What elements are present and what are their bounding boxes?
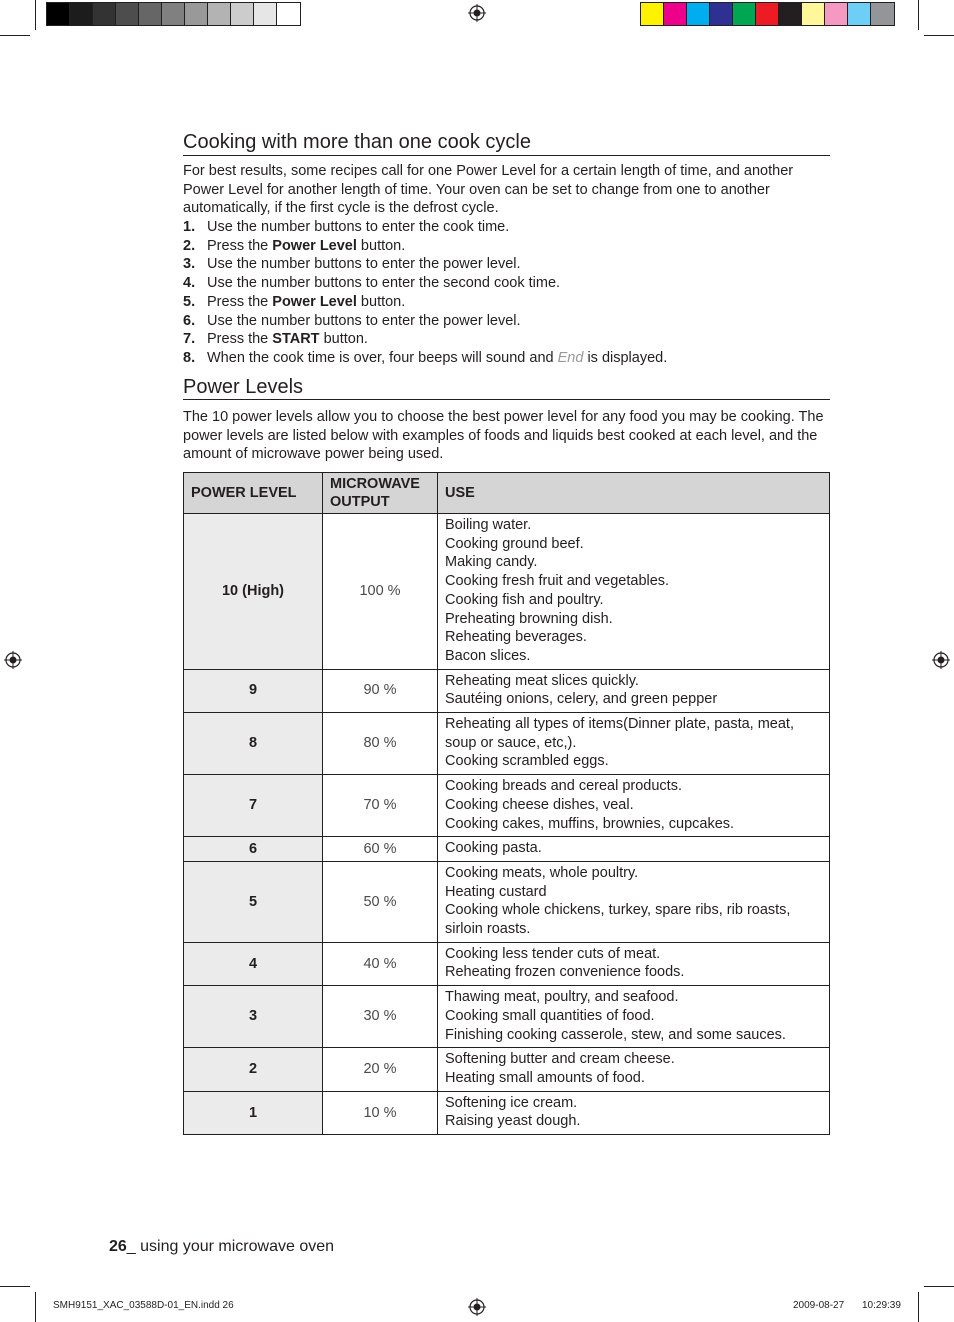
section-divider [183, 399, 830, 400]
crop-mark-tr-v [918, 0, 919, 30]
button-name: Power Level [272, 237, 357, 254]
microwave-output-cell: 60 % [323, 837, 438, 862]
step-item [183, 237, 828, 256]
microwave-output-cell: 50 % [323, 861, 438, 942]
use-line: Cooking scrambled eggs. [445, 753, 609, 770]
step-item [183, 255, 828, 274]
step-number: 1. [183, 219, 196, 235]
step-item [183, 312, 828, 331]
section-divider [183, 155, 830, 156]
use-line: Raising yeast dough. [445, 1113, 581, 1130]
microwave-output-cell: 100 % [323, 514, 438, 670]
use-cell [438, 861, 830, 942]
microwave-output-cell: 80 % [323, 713, 438, 775]
color-swatch [756, 3, 779, 25]
step-text: Use the number buttons to enter the cook time. [207, 219, 510, 235]
use-line: Heating small amounts of food. [445, 1069, 645, 1086]
table-row [184, 713, 830, 775]
color-swatch [277, 3, 300, 25]
power-level-cell: 8 [184, 713, 323, 775]
use-line: Cooking cheese dishes, veal. [445, 796, 634, 813]
color-swatch [733, 3, 756, 25]
step-number: 7. [183, 331, 196, 348]
page-footer-label: _ using your microwave oven [126, 1238, 335, 1255]
use-line: Cooking pasta. [445, 840, 542, 857]
registration-mark-icon [468, 4, 486, 22]
use-line: Softening ice cream. [445, 1094, 578, 1111]
step-number: 8. [183, 349, 196, 366]
use-line: Softening butter and cream cheese. [445, 1051, 675, 1068]
power-levels-table [183, 472, 830, 1135]
step-text: Press the Power Level button. [207, 237, 406, 254]
color-swatch [47, 3, 70, 25]
table-row [184, 942, 830, 985]
cmyk-color-bar [640, 2, 895, 26]
color-swatch [254, 3, 277, 25]
step-text: Use the number buttons to enter the power level. [207, 256, 521, 273]
color-swatch [641, 3, 664, 25]
grayscale-color-bar [46, 2, 301, 26]
column-header-use: USE [438, 473, 830, 514]
microwave-output-cell: 90 % [323, 669, 438, 712]
use-line: Making candy. [445, 554, 538, 571]
step-number: 6. [183, 312, 196, 329]
power-level-cell: 6 [184, 837, 323, 862]
use-line: Cooking cakes, muffins, brownies, cupcakes. [445, 815, 735, 832]
crop-mark-tl-h [0, 35, 30, 36]
use-cell [438, 669, 830, 712]
use-line: Reheating all types of items(Dinner plate, pasta, meat, soup or sauce, etc,). [445, 716, 794, 751]
button-name: START [272, 331, 320, 348]
use-cell [438, 775, 830, 837]
use-cell [438, 1048, 830, 1091]
step-item [183, 293, 828, 312]
step-text: Press the START button. [207, 331, 368, 348]
use-line: Bacon slices. [445, 647, 531, 664]
slug-time: 10:29:39 [862, 1300, 901, 1311]
color-swatch [162, 3, 185, 25]
microwave-output-cell: 70 % [323, 775, 438, 837]
use-cell [438, 942, 830, 985]
step-number: 4. [183, 275, 196, 292]
table-row [184, 861, 830, 942]
crop-mark-tr-h [924, 35, 954, 36]
power-level-cell: 4 [184, 942, 323, 985]
power-level-cell: 3 [184, 986, 323, 1048]
use-line: Sautéing onions, celery, and green pepper [445, 691, 718, 708]
slug-date: 2009-08-27 [793, 1300, 845, 1311]
power-levels-intro: The 10 power levels allow you to choose the best power level for any food you may be cooking. The power levels are listed below with examples of foods and liquids best cooked at each level, and the amount of microwave power being used. [183, 409, 824, 463]
color-swatch [664, 3, 687, 25]
color-swatch [139, 3, 162, 25]
use-line: Heating custard [445, 883, 547, 900]
color-swatch [231, 3, 254, 25]
power-level-cell: 2 [184, 1048, 323, 1091]
table-row [184, 669, 830, 712]
power-level-cell: 9 [184, 669, 323, 712]
microwave-output-cell: 30 % [323, 986, 438, 1048]
display-text: End [557, 349, 584, 366]
use-line: Cooking small quantities of food. [445, 1007, 655, 1024]
step-item [183, 274, 828, 293]
color-swatch [802, 3, 825, 25]
use-cell [438, 713, 830, 775]
power-level-cell: 5 [184, 861, 323, 942]
color-swatch [185, 3, 208, 25]
use-line: Cooking breads and cereal products. [445, 778, 682, 795]
use-line: Cooking fish and poultry. [445, 591, 604, 608]
step-number: 2. [183, 237, 196, 254]
crop-mark-bl-h [0, 1286, 30, 1287]
cook-cycle-steps [183, 218, 828, 368]
use-line: Cooking less tender cuts of meat. [445, 945, 661, 962]
step-item [183, 349, 828, 368]
column-header-power-level: POWER LEVEL [184, 473, 323, 514]
use-line: Cooking fresh fruit and vegetables. [445, 573, 670, 590]
use-line: Reheating beverages. [445, 629, 587, 646]
step-number: 3. [183, 256, 196, 273]
color-swatch [93, 3, 116, 25]
step-item [183, 218, 828, 237]
color-swatch [70, 3, 93, 25]
use-line: Reheating frozen convenience foods. [445, 964, 685, 981]
power-level-cell: 7 [184, 775, 323, 837]
use-cell [438, 986, 830, 1048]
table-row [184, 514, 830, 670]
microwave-output-cell: 20 % [323, 1048, 438, 1091]
power-level-cell: 1 [184, 1091, 323, 1134]
use-line: Boiling water. [445, 517, 532, 533]
section-title-cook-cycle: Cooking with more than one cook cycle [183, 131, 531, 153]
page-number: 26 [109, 1238, 127, 1255]
use-line: Thawing meat, poultry, and seafood. [445, 989, 679, 1006]
use-cell [438, 514, 830, 670]
use-cell [438, 837, 830, 862]
color-swatch [825, 3, 848, 25]
section-title-power-levels: Power Levels [183, 376, 304, 398]
step-item [183, 330, 828, 349]
use-line: Preheating browning dish. [445, 610, 613, 627]
table-row [184, 775, 830, 837]
step-text: Press the Power Level button. [207, 293, 406, 310]
use-line: Cooking whole chickens, turkey, spare ribs, rib roasts, sirloin roasts. [445, 902, 791, 938]
table-row [184, 837, 830, 862]
step-text: Use the number buttons to enter the second cook time. [207, 275, 561, 292]
table-row [184, 1091, 830, 1134]
registration-mark-icon [932, 651, 950, 669]
crop-mark-tl-v [35, 0, 36, 30]
table-row [184, 986, 830, 1048]
microwave-output-cell: 10 % [323, 1091, 438, 1134]
crop-mark-br-h [924, 1286, 954, 1287]
power-level-cell: 10 (High) [184, 514, 323, 670]
column-header-microwave-output: MICROWAVE OUTPUT [323, 473, 438, 514]
registration-mark-icon [4, 651, 22, 669]
color-swatch [871, 3, 894, 25]
table-header-row [184, 473, 830, 514]
crop-mark-br-v [918, 1292, 919, 1322]
use-line: Cooking meats, whole poultry. [445, 864, 639, 881]
use-line: Reheating meat slices quickly. [445, 672, 639, 689]
step-text: Use the number buttons to enter the power level. [207, 312, 521, 329]
color-swatch [116, 3, 139, 25]
step-number: 5. [183, 293, 196, 310]
cook-cycle-intro: For best results, some recipes call for one Power Level for a certain length of time, and another Power Level for another length of time. Your oven can be set to change from one to another automatically, if the first cycle is the defrost cycle. [183, 163, 794, 217]
registration-mark-icon [468, 1298, 486, 1316]
use-line: Cooking ground beef. [445, 535, 584, 552]
use-cell [438, 1091, 830, 1134]
use-line: Finishing cooking casserole, stew, and some sauces. [445, 1026, 786, 1043]
table-row [184, 1048, 830, 1091]
page-footer [109, 1238, 334, 1256]
color-swatch [779, 3, 802, 25]
microwave-output-cell: 40 % [323, 942, 438, 985]
step-text: When the cook time is over, four beeps will sound and End is displayed. [207, 349, 668, 366]
color-swatch [848, 3, 871, 25]
color-swatch [208, 3, 231, 25]
color-swatch [710, 3, 733, 25]
button-name: Power Level [272, 293, 357, 310]
crop-mark-bl-v [35, 1292, 36, 1322]
slug-file-info: SMH9151_XAC_03588D-01_EN.indd 26 [53, 1300, 234, 1311]
color-swatch [687, 3, 710, 25]
